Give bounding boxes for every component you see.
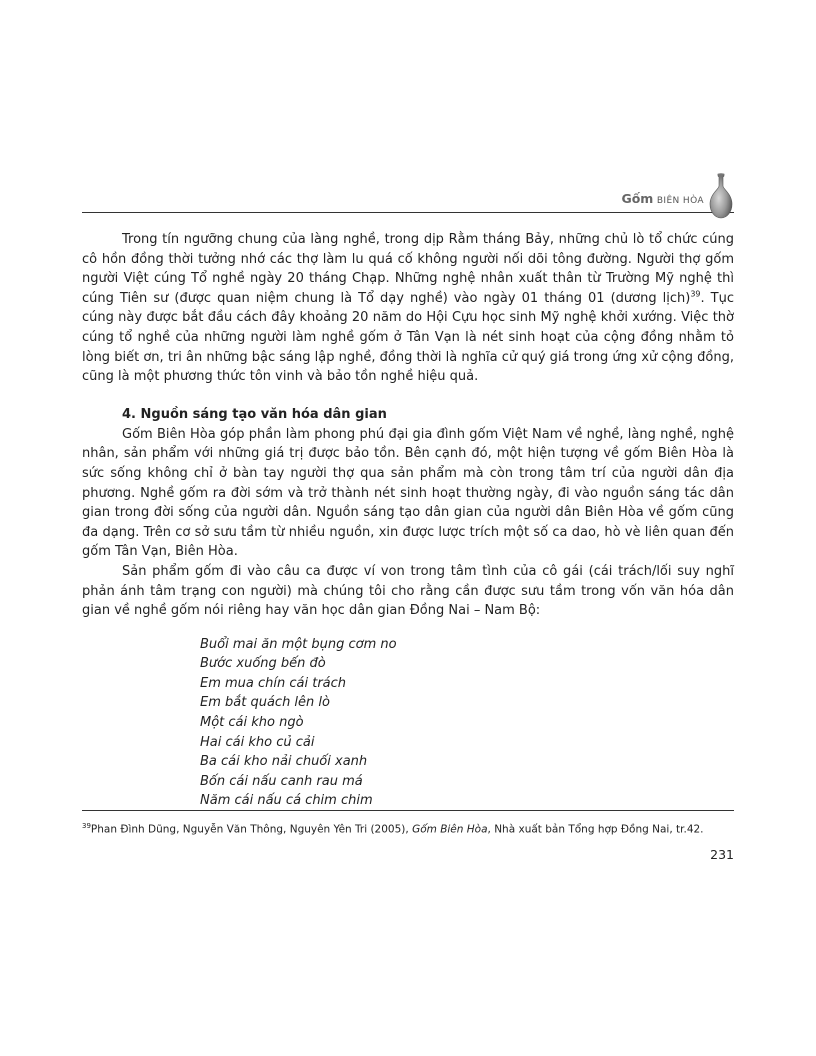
verse-line: Em bắt quách lên lò [200,695,330,711]
verse-line: Một cái kho ngò [200,715,304,731]
verse-line: Ba cái kho nải chuối xanh [200,754,368,770]
main-content [82,230,734,811]
footnote [82,822,734,836]
verse-line: Buổi mai ăn một bụng cơm no [200,636,397,652]
running-title-brand: Gốm [621,191,654,206]
folk-verse [200,635,734,811]
paragraph-1-text: Trong tín ngưỡng chung của làng nghề, trong dịp Rằm tháng Bảy, những chủ lò tổ chức cúng cô hồn đồng thời tưởng nhớ các thợ làm lu quá cố không người nối dõi tông đường. Người thợ gốm người Việt cúng Tổ nghề ngày 20 tháng Chạp. Những nghệ nhân xuất thân từ Trường Mỹ nghệ thì cúng Tiên sư (được quan niệm chung là Tổ dạy nghề) vào ngày 01 tháng 01 (dương lịch) [82,232,734,306]
body-paragraph: Gốm Biên Hòa góp phần làm phong phú đại gia đình gốm Việt Nam về nghề, làng nghề, nghệ nhân, sản phẩm với những giá trị được bảo tồn. Bên cạnh đó, một hiện tượng về gốm Biên Hòa là sức sống không chỉ ở bàn tay người thợ qua sản phẩm mà còn trong tâm trí của người dân địa phương. Nghề gốm ra đời sớm và trở thành nét sinh hoạt thường ngày, đi vào nguồn sáng tác dân gian trong đời sống của người dân. Nguồn sáng tạo dân gian của người dân Biên Hòa về gốm cũng đa dạng. Trên cơ sở sưu tầm từ nhiều nguồn, xin được lược trích một số ca dao, hò vè liên quan đến gốm Tân Vạn, Biên Hòa. [82,426,734,560]
footnote-publisher: , Nhà xuất bản Tổng hợp Đồng Nai, tr.42. [487,823,704,836]
running-header [82,186,734,213]
paragraph-1-continued: . Tục cúng này được bắt đầu cách đây khoảng 20 năm do Hội Cựu học sinh Mỹ nghệ khởi xướng. Việc thờ cúng tổ nghề của những người làm nghề gốm ở Tân Vạn là nét sinh hoạt của cộng đồng nhằm tỏ lòng biết ơn, tri ân những bậc sáng lập nghề, đồng thời là nghĩa cử quý giá trong ứng xử cộng đồng, cũng là một phương thức tôn vinh và bảo tồn nghề hiệu quả. [82,290,734,385]
verse-line: Hai cái kho củ cải [200,734,315,750]
running-title [621,191,704,206]
running-title-subtitle: BIÊN HÒA [656,196,704,206]
footnote-number: 39 [82,822,91,830]
verse-line: Bốn cái nấu canh rau má [200,773,363,789]
vase-icon [708,172,734,220]
section-heading: 4. Nguồn sáng tạo văn hóa dân gian [122,406,387,422]
footnote-reference: 39 [690,289,701,299]
footnote-authors: Phan Đình Dũng, Nguyễn Văn Thông, Nguyên Yên Tri (2005), [90,823,413,836]
verse-line: Bước xuống bến đò [200,656,326,672]
body-paragraph [82,230,734,387]
page-number: 231 [710,847,734,862]
verse-line: Em mua chín cái trách [200,675,347,691]
body-paragraph: Sản phẩm gốm đi vào câu ca được ví von trong tâm tình của cô gái (cái trách/lối suy nghĩ phản ánh tâm trạng con người) mà chúng tôi cho rằng cần được sưu tầm trong vốn văn hóa dân gian về nghề gốm nói riêng hay văn học dân gian Đồng Nai – Nam Bộ: [82,563,734,619]
verse-line: Năm cái nấu cá chim chim [200,793,373,809]
footnote-book-title: Gốm Biên Hòa [412,823,488,836]
footnote-divider [82,810,734,811]
